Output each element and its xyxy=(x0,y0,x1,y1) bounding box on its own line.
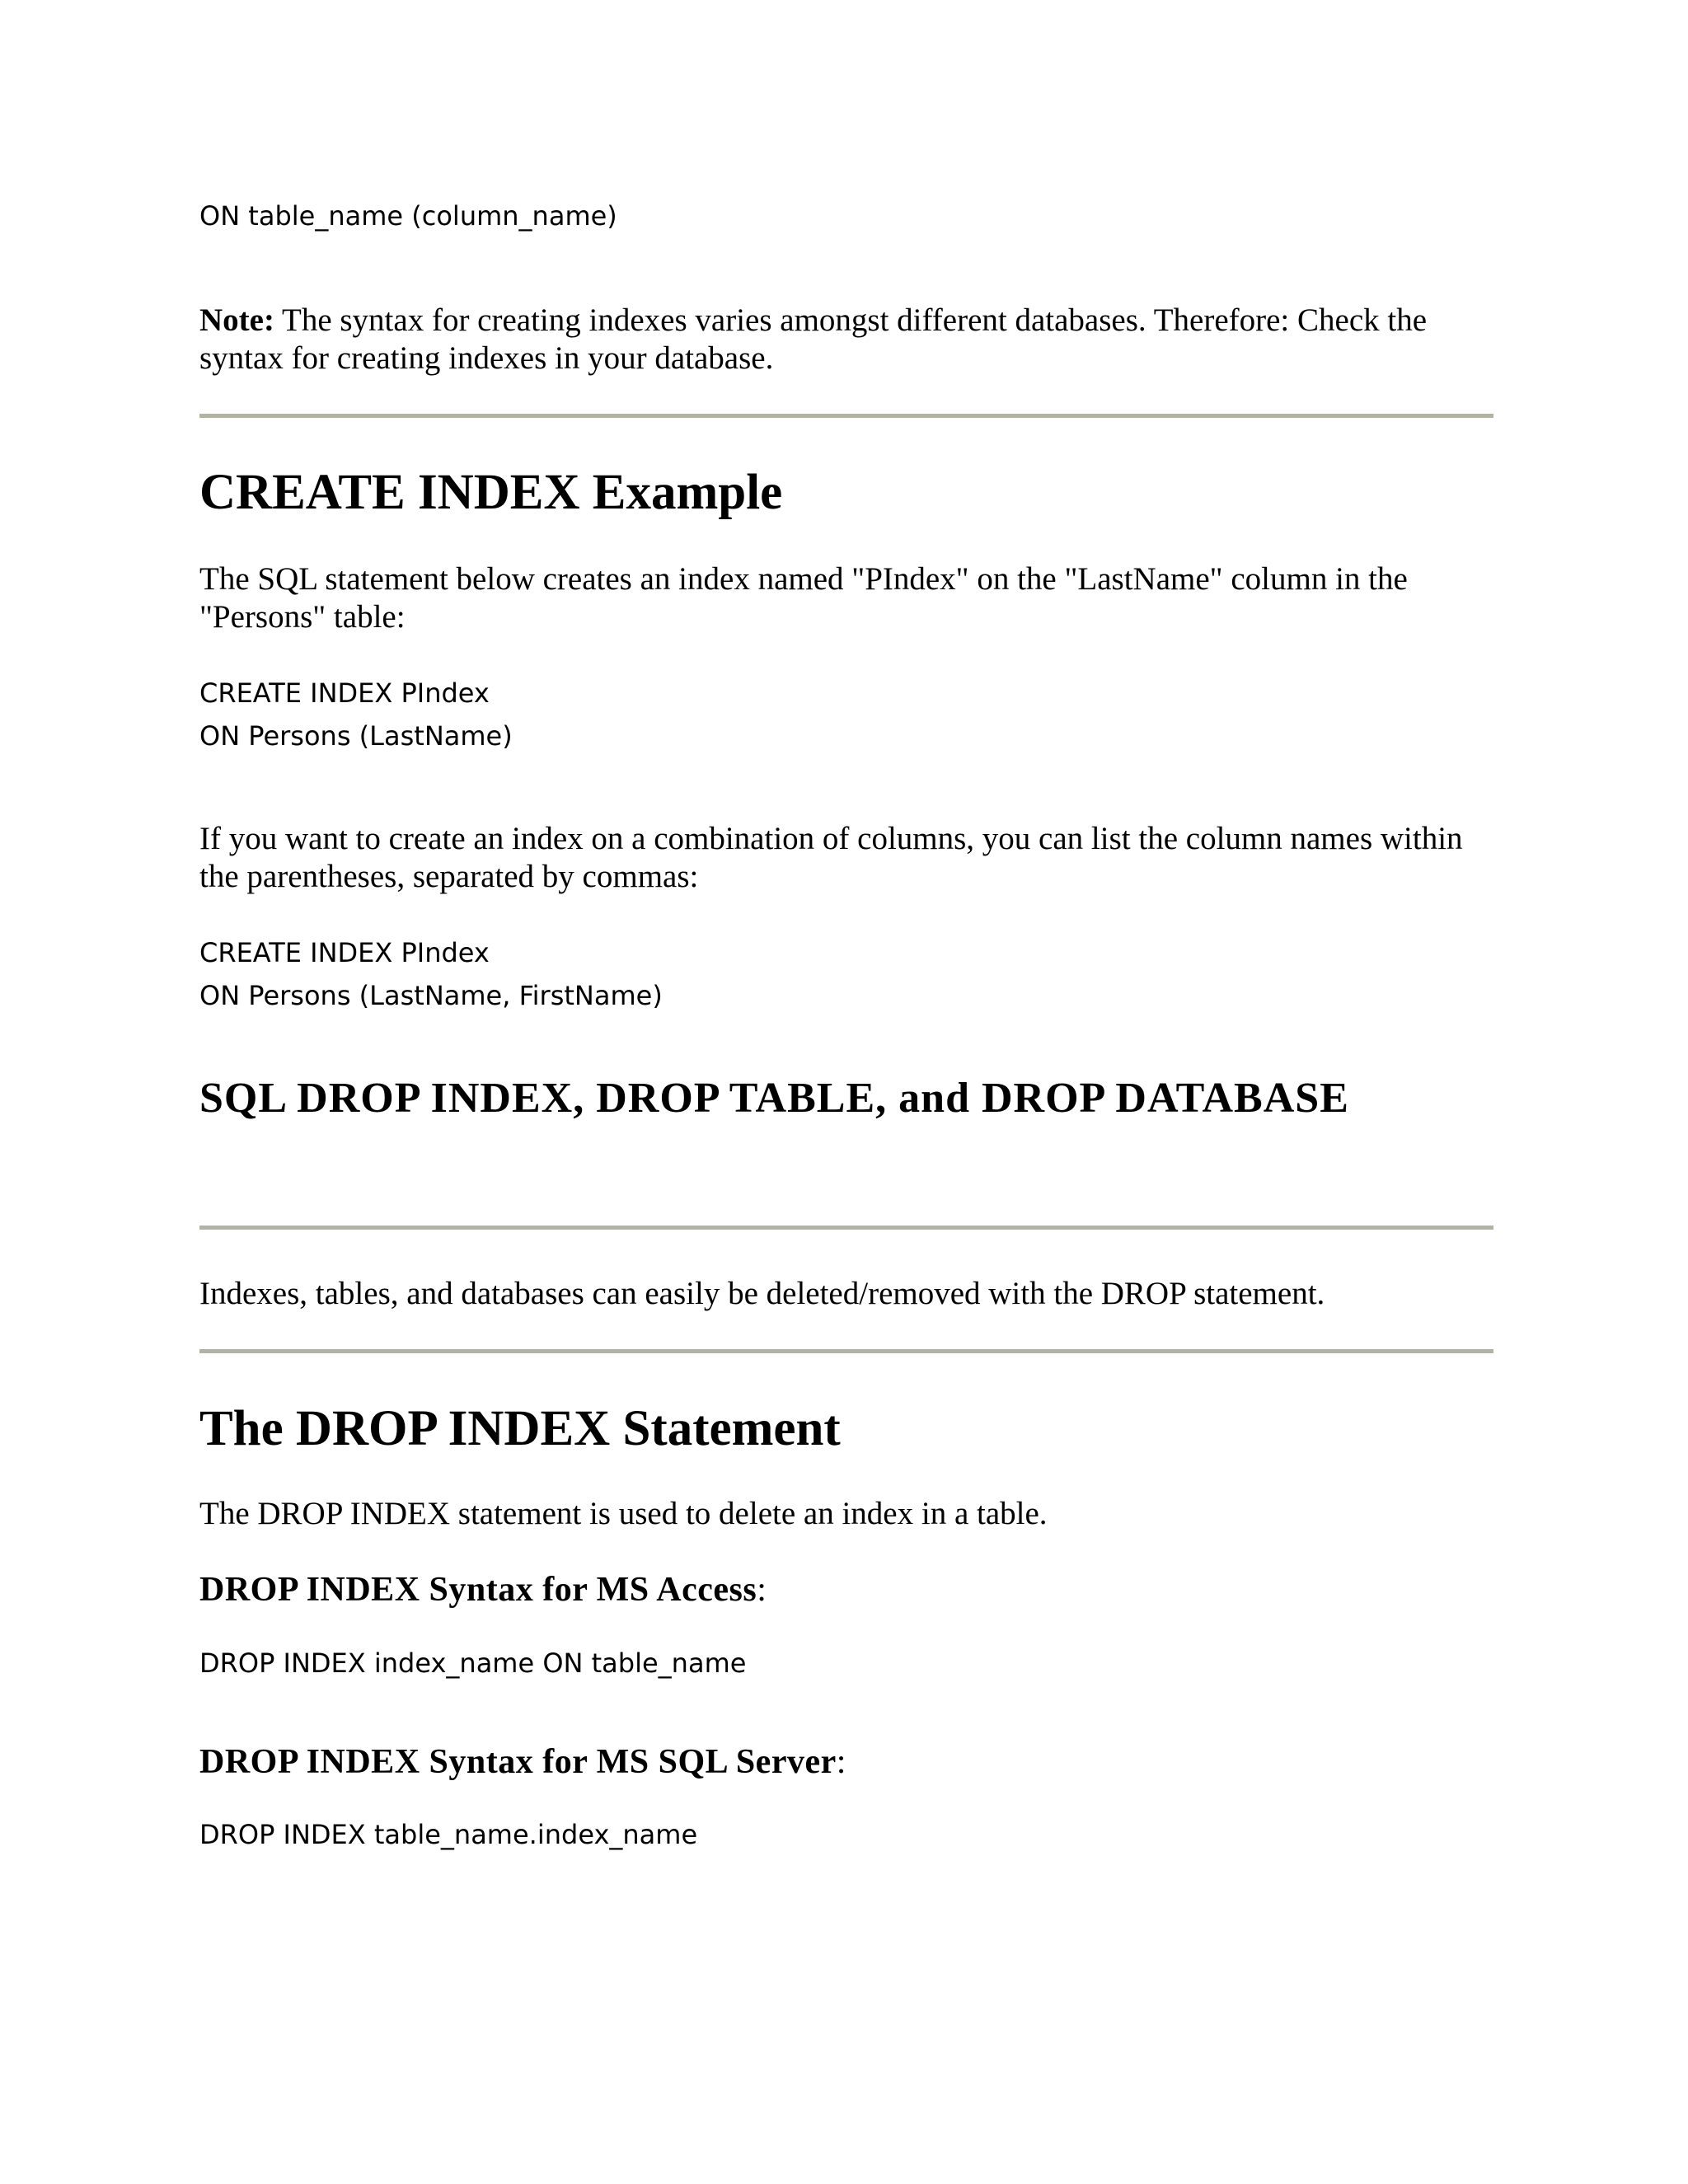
create-index-intro: The SQL statement below creates an index named "PIndex" on the "LastName" column in the "Persons" table: xyxy=(199,561,1408,635)
heading-create-index-example: CREATE INDEX Example xyxy=(199,465,783,520)
ms-access-heading-colon: : xyxy=(757,1571,767,1609)
ms-access-heading-text: DROP INDEX Syntax for MS Access xyxy=(199,1571,757,1609)
heading-ms-sql-server-syntax xyxy=(199,1741,846,1783)
ms-sql-server-heading-text: DROP INDEX Syntax for MS SQL Server xyxy=(199,1743,837,1781)
note-text: The syntax for creating indexes varies amongst different databases. Therefore: Check the syntax for creating indexes in your database. xyxy=(199,302,1428,376)
code-create-index-line1: CREATE INDEX PIndex xyxy=(199,677,490,709)
code-create-index-line2: ON Persons (LastName) xyxy=(199,720,513,752)
code-drop-index-sqlserver: DROP INDEX table_name.index_name xyxy=(199,1819,698,1850)
drop-intro: Indexes, tables, and databases can easily be deleted/removed with the DROP statement. xyxy=(199,1276,1325,1311)
combo-paragraph: If you want to create an index on a combination of columns, you can list the column names within the parentheses, separated by commas: xyxy=(199,821,1463,894)
divider xyxy=(199,1226,1493,1230)
divider xyxy=(199,1349,1493,1353)
code-drop-index-access: DROP INDEX index_name ON table_name xyxy=(199,1647,747,1679)
drop-index-intro: The DROP INDEX statement is used to delete an index in a table. xyxy=(199,1496,1048,1531)
code-line-on-table: ON table_name (column_name) xyxy=(199,200,617,232)
note-label: Note: xyxy=(199,302,274,338)
heading-ms-access-syntax xyxy=(199,1569,767,1610)
heading-sql-drop: SQL DROP INDEX, DROP TABLE, and DROP DATABASE xyxy=(199,1075,1349,1122)
code-combo-line2: ON Persons (LastName, FirstName) xyxy=(199,980,663,1011)
ms-sql-server-heading-colon: : xyxy=(836,1743,846,1781)
heading-drop-index-statement: The DROP INDEX Statement xyxy=(199,1401,841,1456)
note-paragraph xyxy=(199,302,1493,377)
divider xyxy=(199,414,1493,418)
code-combo-line1: CREATE INDEX PIndex xyxy=(199,937,490,968)
